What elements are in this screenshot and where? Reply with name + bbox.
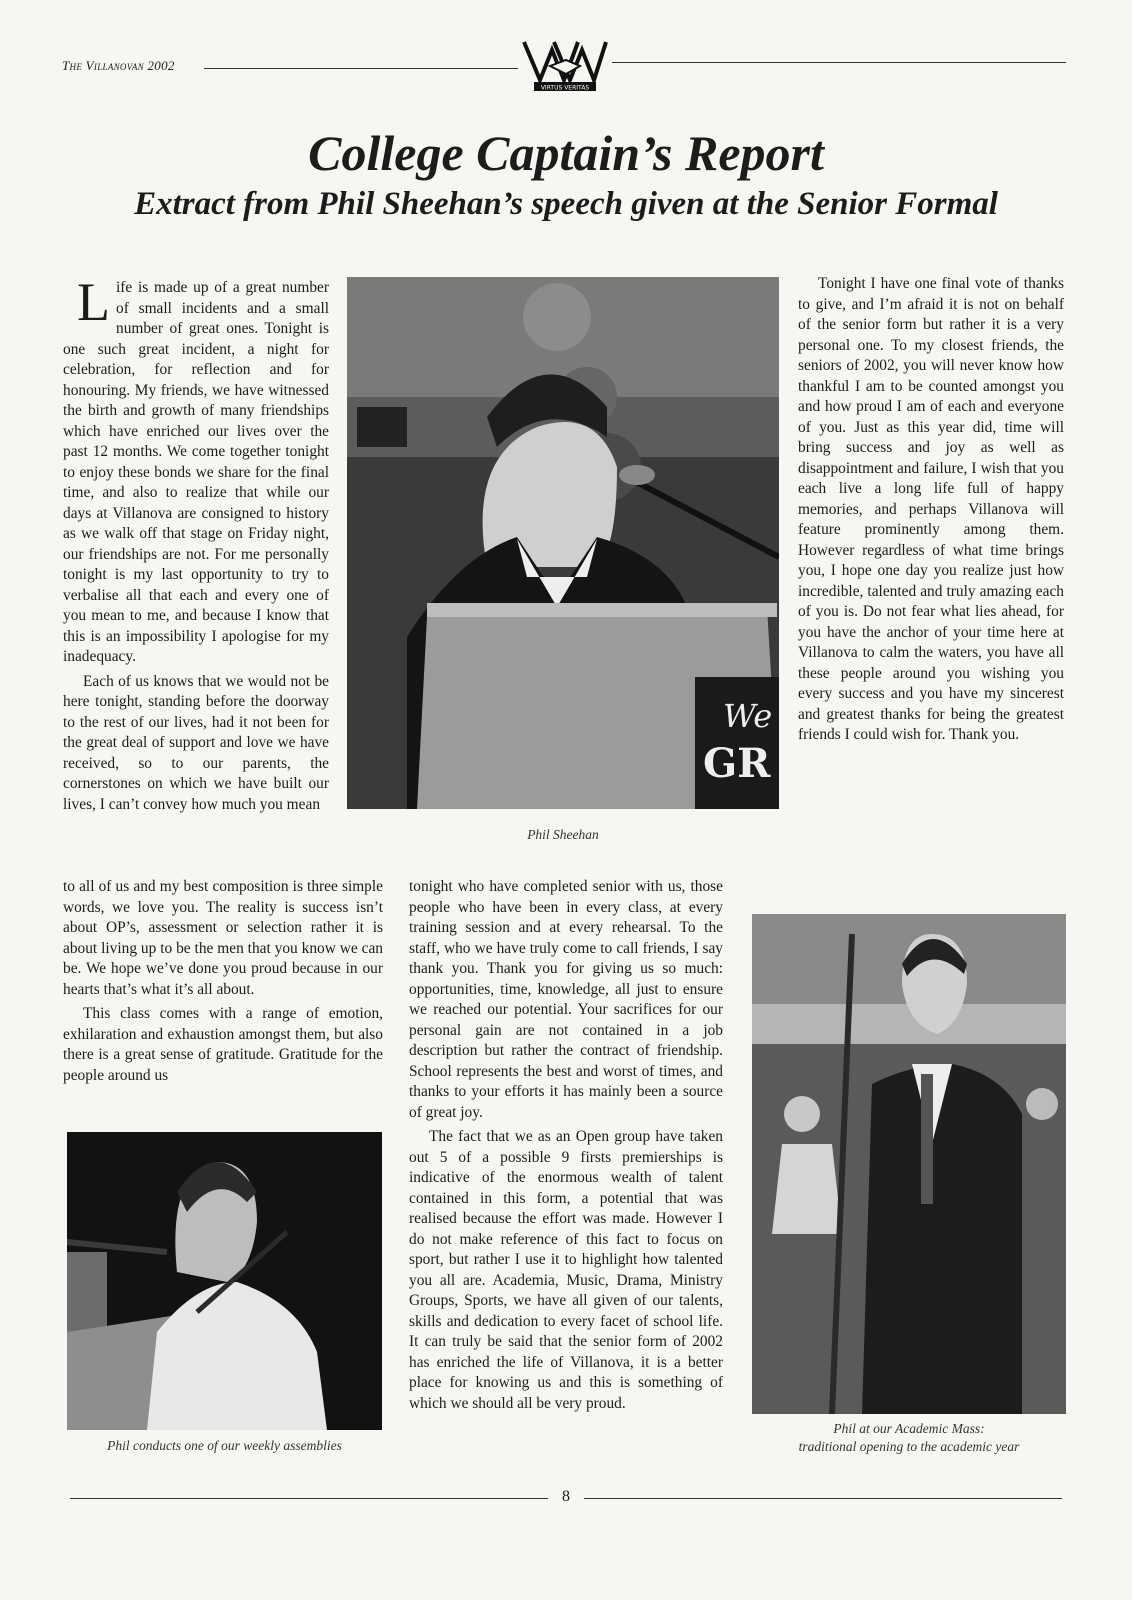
- header-rule-left: [204, 68, 518, 69]
- paragraph-1-text: ife is made up of a great number of small incidents and a small number of great ones. Tonight is one such great incident, a night for celebration, for reflection and for honouring. My friends, we have witnessed the birth and growth of many friendships which have enriched our lives over the past 12 months. We come together tonight to enjoy these bonds we share for the final time, and also to realize that while our days at Villanova are consigned to history as we walk off that stage on Friday night, our friendships are not. For me personally tonight is my last opportunity to try to verbalise all that each and every one of you mean to me, and because I know that this is an impossibility I apologise for my inadequacy.: [63, 279, 329, 665]
- academic-mass-photo: [752, 914, 1066, 1414]
- main-photo-caption: Phil Sheehan: [527, 827, 599, 842]
- page-number: 8: [553, 1488, 579, 1506]
- article-subtitle: Extract from Phil Sheehan’s speech given at the Senior Formal: [134, 186, 998, 222]
- article-column-2: [409, 877, 723, 1414]
- academic-mass-photo-caption: [752, 1420, 1066, 1456]
- article-column-3: [798, 274, 1064, 746]
- paragraph-5: The fact that we as an Open group have taken out 5 of a possible 9 firsts premierships is indicative of the enormous wealth of talent contained in this form, a potential that was realised because the effort was made. However I do not make reference of this fact to focus on sport, but rather I use it to highlight how talented you all are. Academia, Music, Drama, Ministry Groups, Sports, we have all given of our talents, skills and dedication to every facet of school life. It can truly be said that the senior form of 2002 has enriched the life of Villanova, it is a better place for knowing us and this is something of which we should all be very proud.: [409, 1128, 723, 1412]
- mass-caption-line-1: Phil at our Academic Mass:: [833, 1421, 985, 1436]
- article-column-1-continued: [63, 877, 383, 1086]
- assembly-photo-caption: Phil conducts one of our weekly assemblies: [107, 1438, 342, 1453]
- paragraph-4: tonight who have completed senior with us, those people who have been in every class, at every training session and at every rehearsal. To the staff, who we have truly come to call friends, I say thank you. Thank you for giving us so much: opportunities, time, knowledge, all just to ensure we reached our potential. Your sacrifices for our personal gain are not contained in a job description but rather the contract of friendship. School represents the best and worst of times, and thanks to your efforts it has mainly been a source of great joy.: [409, 878, 723, 1121]
- mass-caption-line-2: traditional opening to the academic year: [798, 1439, 1020, 1454]
- footer-rule-left: [70, 1498, 548, 1499]
- paragraph-3: This class comes with a range of emotion, exhilaration and exhaustion amongst them, but also there is a great sense of gratitude. Gratitude for the people around us: [63, 1005, 383, 1084]
- paragraph-2: Each of us knows that we would not be here tonight, standing before the doorway to the rest of our lives, had it not been for the great deal of support and love we have received, so to our parents, the cornerstones on which we have built our lives, I can’t convey how much you mean: [63, 672, 329, 813]
- sign-text-line-2: GR: [703, 740, 771, 787]
- header-rule-right: [612, 62, 1066, 63]
- balloon-icon: [523, 283, 591, 351]
- paragraph-1: [63, 272, 329, 668]
- school-crest-logo: [520, 36, 610, 94]
- article-title: College Captain’s Report: [308, 125, 824, 181]
- publication-title: The Villanovan 2002: [62, 58, 175, 73]
- paragraph-6: Tonight I have one final vote of thanks to give, and I’m afraid it is not on behalf of the senior form but rather it is a very personal one. To my closest friends, the seniors of 2002, you will never know how thankful I am to be counted amongst you and how proud I am of each and everyone of you. Just as this year did, time will bring success and joy as well as disappointment and failure, I wish that you each live a long life full of happy memories, and perhaps Villanova will feature prominently among them. However regardless of what time brings you, I hope one day you realize just how incredible, talented and truly amazing each of you is. Do not fear what lies ahead, for you have the anchor of your time here at Villanova to calm the waters, you have all these people around you wishing you every success and you have my sincerest and greatest thanks for being the greatest friends I could wish for. Thank you.: [798, 275, 1064, 743]
- main-photo-phil-at-podium: [347, 277, 779, 809]
- blazer: [862, 1064, 1022, 1414]
- footer-rule-right: [584, 1498, 1062, 1499]
- paragraph-2-continued: to all of us and my best composition is three simple words, we love you. The reality is success isn’t about OP’s, assessment or selection rather it is about living up to be the men that you know we can be. We hope we’ve done you proud because in our hearts that’s what it’s all about.: [63, 878, 383, 998]
- assembly-photo: [67, 1132, 382, 1430]
- crest-motto-text: VIRTUS VERITAS: [540, 84, 590, 92]
- drop-cap: L: [77, 272, 110, 332]
- sign-text-line-1: We: [723, 697, 773, 735]
- article-column-1: [63, 272, 329, 815]
